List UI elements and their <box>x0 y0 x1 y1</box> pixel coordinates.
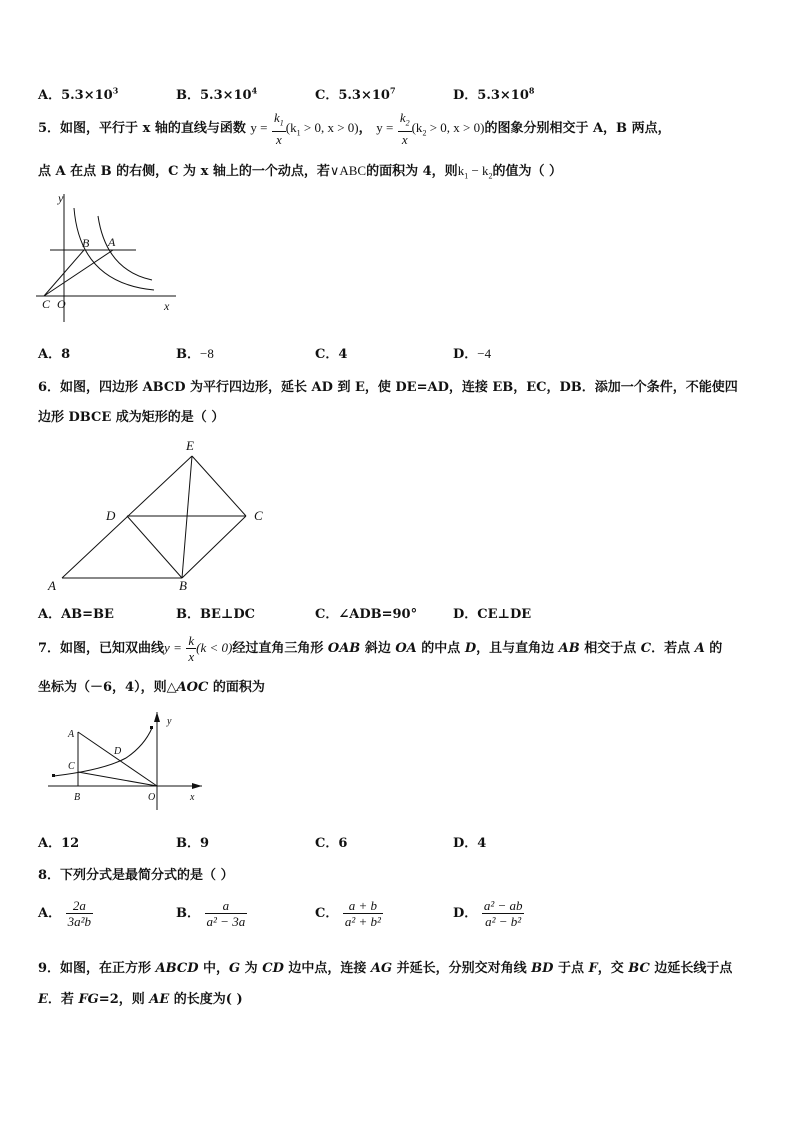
label-a: A <box>108 235 116 249</box>
q8-option-c: C． $\frac{a + b}{\text{a² + b²}}$ <box>315 898 381 929</box>
label-b: B <box>82 236 90 250</box>
label-y: y <box>58 191 64 205</box>
q7-stem-line1: 7．如图，已知双曲线y = $\frac{k}{x}$ (k < 0)经过直角三角形 OAB 斜边 OA 的中点 D，且与直角边 AB 相交于点 C．若点 A 的 <box>38 633 723 664</box>
label-d: D <box>114 746 122 757</box>
segment-ae <box>62 456 192 578</box>
q7-option-d: D．4 <box>453 836 487 851</box>
q5-stem-line1: 5．如图，平行于 x 轴的直线与函数 y = $\frac{k_1}{x}$ ($k_1 > 0$, x > 0)， y = $\frac{k_2}{x}$ ($k_2 > 0$, x > 0)的图象分别相交于 A，B 两点， <box>38 110 671 147</box>
segment-db <box>127 516 182 578</box>
q4-option-b: B．$5.3\times 10^4$ <box>176 85 258 103</box>
q7-option-b: B．9 <box>176 836 210 851</box>
q5-figure <box>36 188 186 328</box>
q5-stem-line2: 点 A 在点 B 的右侧，C 为 x 轴上的一个动点，若∨ABC的面积为 4，则$k_1 - k_2$的值为（ ） <box>38 163 563 181</box>
label-c: C <box>42 297 51 311</box>
q6-option-a: A．AB=BE <box>38 607 114 622</box>
label-b: B <box>179 578 187 593</box>
label-x: x <box>190 792 195 803</box>
q6-stem-line2: 边形 DBCE 成为矩形的是（ ） <box>38 410 225 425</box>
label-x: x <box>164 299 170 313</box>
q6-stem-line1: 6．如图，四边形 ABCD 为平行四边形，延长 AD 到 E，使 DE=AD，连接 EB，EC，DB．添加一个条件，不能使四 <box>38 380 738 395</box>
q6-option-d: D．CE⊥DE <box>453 607 532 622</box>
q9-stem-line2: E．若 FG=2，则 AE 的长度为( ) <box>38 992 243 1007</box>
q6-option-b: B．BE⊥DC <box>176 607 255 622</box>
curve-end-dot <box>52 774 55 777</box>
label-a: A <box>48 578 56 593</box>
q4-option-a: A．$5.3\times 10^3$ <box>38 85 119 103</box>
q5-option-b: B．−8 <box>176 346 214 362</box>
q5-option-c: C．4 <box>315 347 348 362</box>
q8-option-d: D． $\frac{\text{a² − ab}}{\text{a² − b²}}$ <box>453 898 523 929</box>
q9-stem-line1: 9．如图，在正方形 ABCD 中，G 为 CD 边中点，连接 AG 并延长，分别交对角线 BD 于点 F，交 BC 边延长线于点 <box>38 961 733 976</box>
q4-option-d: D．$5.3\times 10^8$ <box>453 85 535 103</box>
q7-option-c: C．6 <box>315 836 348 851</box>
q8-option-b: B． $\frac{a}{\text{a² − 3a}}$ <box>176 898 246 929</box>
q7-figure <box>44 706 214 816</box>
q7-stem-line2: 坐标为（－6，4），则△AOC 的面积为 <box>38 680 265 695</box>
curve-k1 <box>98 216 152 280</box>
label-c: C <box>68 761 75 772</box>
q5-option-d: D．−4 <box>453 346 492 362</box>
segment-ec <box>192 456 246 516</box>
label-o: O <box>148 792 156 803</box>
label-b: B <box>74 792 81 803</box>
q5-option-a: A．8 <box>38 347 71 362</box>
q6-figure <box>44 434 274 594</box>
label-a: A <box>68 729 75 740</box>
q4-option-c: C．$5.3\times 10^7$ <box>315 85 396 103</box>
q8-stem: 8．下列分式是最简分式的是（ ） <box>38 868 234 883</box>
curve-end-dot <box>150 726 153 729</box>
q6-option-c: C．∠ADB=90° <box>315 607 418 622</box>
label-c: C <box>254 508 263 523</box>
y-axis-arrow <box>154 712 160 722</box>
x-axis-arrow <box>192 783 202 789</box>
label-y: y <box>167 716 172 727</box>
segment-eb <box>182 456 192 578</box>
q7-option-a: A．12 <box>38 836 80 851</box>
label-e: E <box>186 438 194 453</box>
segment-bc <box>182 516 246 578</box>
label-d: D <box>106 508 116 523</box>
q8-option-a: A． $\frac{2a}{\text{3a²b}}$ <box>38 898 92 929</box>
segment-co <box>78 772 157 786</box>
label-o: O <box>57 297 66 311</box>
